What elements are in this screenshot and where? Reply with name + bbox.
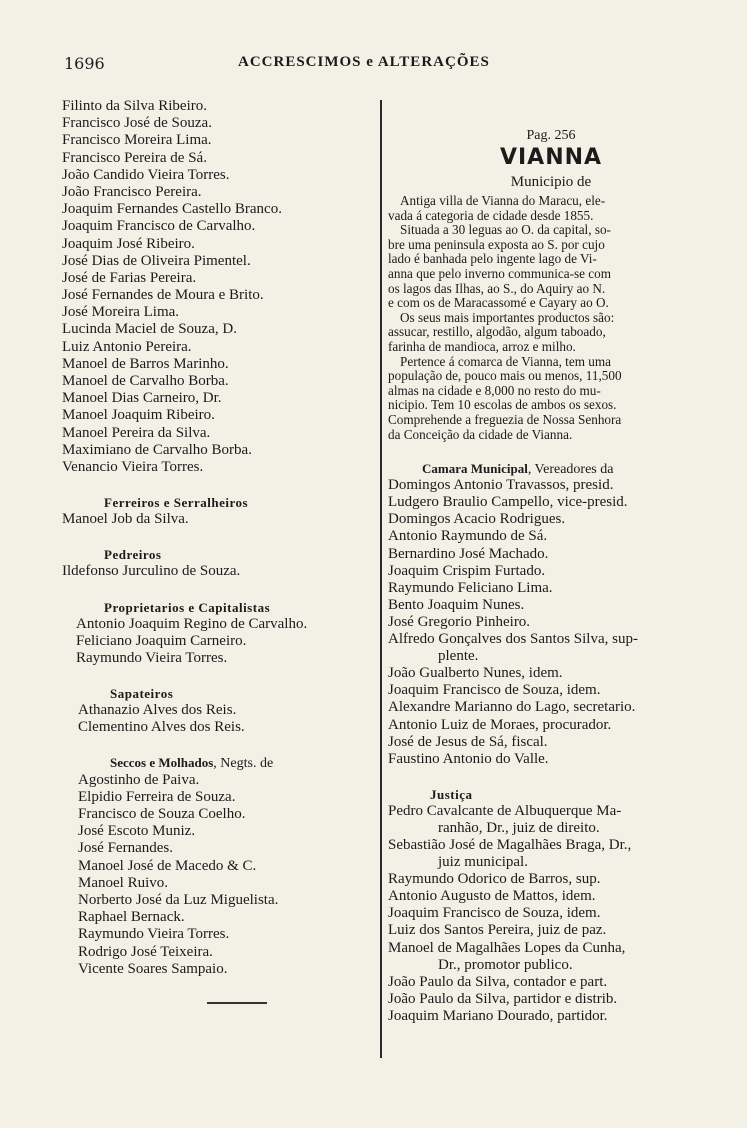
- list-item: Francisco José de Souza.: [62, 115, 212, 132]
- page-header: [0, 52, 747, 76]
- list-item: Antonio Raymundo de Sá.: [388, 528, 548, 545]
- list-item: bre uma peninsula exposta ao S. por cujo: [388, 236, 605, 252]
- seccos-list: [62, 772, 372, 978]
- list-item: Manoel de Carvalho Borba.: [62, 373, 229, 389]
- list-item: Joaquim Francisco de Carvalho.: [62, 218, 256, 235]
- list-item: Alexandre Marianno do Lago, secretario.: [388, 699, 636, 716]
- list-item: João Paulo da Silva, contador e part.: [388, 973, 608, 990]
- list-item: Joaquim Francisco de Souza, idem.: [388, 905, 601, 922]
- section-title-proprietarios: Proprietarios e Capitalistas: [104, 599, 271, 615]
- section-title-pedreiros: Pedreiros: [104, 547, 162, 563]
- section-title-camara: [388, 460, 714, 477]
- list-item: Raymundo Feliciano Lima.: [388, 579, 553, 596]
- list-item: farinha de mandioca, arroz e milho.: [388, 338, 576, 354]
- list-item: José de Jesus de Sá, fiscal.: [388, 733, 548, 750]
- list-item: Ildefonso Jurculino de Souza.: [62, 563, 241, 580]
- list-item: Comprehende a freguezia de Nossa Senhora: [388, 411, 622, 427]
- list-item: José de Farias Pereira.: [62, 269, 197, 286]
- column-divider: [380, 100, 382, 1058]
- list-item: lado é banhada pelo ingente lago de Vi-: [388, 251, 597, 267]
- list-item: Manoel Job da Silva.: [62, 511, 189, 528]
- list-item: Manoel de Barros Marinho.: [62, 355, 229, 372]
- section-title-sapateiros: Sapateiros: [110, 686, 174, 702]
- list-item: da Conceição da cidade de Vianna.: [388, 426, 573, 442]
- list-item: vada á categoria de cidade desde 1855.: [388, 207, 594, 223]
- page-number: 1696: [64, 54, 105, 73]
- list-item: Domingos Antonio Travassos, presid.: [388, 477, 614, 494]
- list-item: almas na cidade e 8,000 no resto do mu-: [388, 382, 601, 398]
- list-item: Francisco Moreira Lima.: [62, 132, 212, 149]
- list-item: Agostinho de Paiva.: [78, 771, 200, 788]
- list-item: Faustino Antonio do Valle.: [388, 750, 549, 767]
- justica-list: [388, 803, 714, 1025]
- camara-title-rest: , Vereadores da: [527, 462, 614, 478]
- list-item: Joaquim Francisco de Souza, idem.: [388, 682, 601, 699]
- list-item: Situada a 30 leguas ao O. da capital, so-: [400, 222, 611, 238]
- list-item: assucar, restillo, algodão, algum taboado,: [388, 324, 606, 340]
- list-item: José Fernandes de Moura e Brito.: [62, 287, 264, 304]
- list-item: Norberto José da Luz Miguelista.: [78, 891, 279, 908]
- list-item: juiz municipal.: [438, 854, 528, 871]
- list-item: e com os de Maracassomé e Cayary ao O.: [388, 295, 609, 311]
- end-rule: [207, 1002, 267, 1004]
- pedreiros-list: [62, 563, 372, 580]
- list-item: nicipio. Tem 10 escolas de ambos os sexos.: [388, 397, 617, 413]
- list-item: Filinto da Silva Ribeiro.: [62, 98, 207, 114]
- list-item: José Dias de Oliveira Pimentel.: [62, 252, 251, 269]
- seccos-title-rest: , Negts. de: [213, 756, 274, 772]
- list-item: Joaquim Mariano Dourado, partidor.: [388, 1007, 608, 1024]
- list-item: Os seus mais importantes productos são:: [400, 309, 615, 325]
- list-item: Dr., promotor publico.: [438, 956, 573, 973]
- right-column: [388, 128, 714, 1025]
- list-item: Domingos Acacio Rodrigues.: [388, 511, 566, 528]
- list-item: Manoel Joaquim Ribeiro.: [62, 407, 215, 424]
- list-item: Feliciano Joaquim Carneiro.: [76, 632, 247, 649]
- list-item: João Paulo da Silva, partidor e distrib.: [388, 990, 618, 1007]
- municipio-label: Municipio de: [510, 174, 592, 190]
- list-item: José Fernandes.: [78, 840, 173, 857]
- sapateiros-list: [62, 702, 372, 736]
- list-item: José Gregorio Pinheiro.: [388, 613, 531, 630]
- list-item: os lagos das Ilhas, ao S., do Aquiry ao N.: [388, 280, 606, 296]
- list-item: Bernardino José Machado.: [388, 545, 549, 562]
- municipality-title: VIANNA: [499, 145, 603, 170]
- list-item: Manoel José de Macedo & C.: [78, 857, 257, 874]
- list-item: Manoel de Magalhães Lopes da Cunha,: [388, 939, 626, 956]
- list-item: Athanazio Alves dos Reis.: [78, 702, 237, 719]
- list-item: Manoel Dias Carneiro, Dr.: [62, 390, 222, 407]
- list-item: anna que pelo inverno communica-se com: [388, 265, 612, 281]
- list-item: Raymundo Vieira Torres.: [78, 926, 230, 943]
- section-title-seccos: [62, 754, 372, 771]
- section-title-ferreiros: Ferreiros e Serralheiros: [104, 495, 249, 511]
- list-item: Manoel Pereira da Silva.: [62, 424, 211, 441]
- list-item: Lucinda Maciel de Souza, D.: [62, 321, 237, 338]
- names-list: [62, 98, 372, 476]
- list-item: João Francisco Pereira.: [62, 183, 202, 200]
- proprietarios-list: [62, 616, 372, 668]
- list-item: ranhão, Dr., juiz de direito.: [438, 819, 600, 836]
- list-item: Vicente Soares Sampaio.: [78, 960, 228, 977]
- list-item: Raymundo Odorico de Barros, sup.: [388, 871, 601, 888]
- running-title: ACCRESCIMOS e ALTERAÇÕES: [238, 54, 490, 70]
- list-item: Joaquim José Ribeiro.: [62, 235, 195, 252]
- list-item: João Gualberto Nunes, idem.: [388, 665, 563, 682]
- list-item: José Escoto Muniz.: [78, 823, 196, 840]
- list-item: Venancio Vieira Torres.: [62, 458, 204, 475]
- list-item: João Candido Vieira Torres.: [62, 166, 230, 183]
- list-item: Antonio Joaquim Regino de Carvalho.: [76, 615, 308, 632]
- list-item: Raphael Bernack.: [78, 909, 185, 926]
- list-item: Joaquim Crispim Furtado.: [388, 562, 546, 579]
- list-item: Alfredo Gonçalves dos Santos Silva, sup-: [388, 631, 638, 648]
- camara-title: Camara Municipal: [422, 461, 528, 477]
- seccos-title: Seccos e Molhados: [110, 755, 214, 771]
- list-item: população de, pouco mais ou menos, 11,500: [388, 368, 622, 384]
- list-item: Francisco de Souza Coelho.: [78, 806, 246, 822]
- list-item: Francisco Pereira de Sá.: [62, 149, 207, 166]
- list-item: Antonio Luiz de Moraes, procurador.: [388, 716, 612, 733]
- page-reference: Pag. 256: [526, 128, 576, 143]
- list-item: Antonio Augusto de Mattos, idem.: [388, 888, 596, 905]
- list-item: Luiz dos Santos Pereira, juiz de paz.: [388, 922, 607, 939]
- list-item: Pedro Cavalcante de Albuquerque Ma-: [388, 802, 622, 819]
- list-item: Raymundo Vieira Torres.: [76, 649, 228, 666]
- ferreiros-list: [62, 511, 372, 528]
- list-item: plente.: [438, 648, 479, 665]
- list-item: Ludgero Braulio Campello, vice-presid.: [388, 494, 628, 511]
- section-title-justica: Justiça: [430, 786, 473, 802]
- list-item: Bento Joaquim Nunes.: [388, 596, 525, 613]
- list-item: Clementino Alves dos Reis.: [78, 719, 245, 736]
- list-item: Pertence á comarca de Vianna, tem uma: [400, 353, 611, 369]
- list-item: José Moreira Lima.: [62, 304, 180, 321]
- list-item: Joaquim Fernandes Castello Branco.: [62, 201, 282, 218]
- description-paragraph: [388, 194, 714, 442]
- list-item: Antiga villa de Vianna do Maracu, ele-: [400, 193, 606, 208]
- left-column: [62, 98, 372, 1004]
- list-item: Rodrigo José Teixeira.: [78, 943, 213, 960]
- list-item: Elpidio Ferreira de Souza.: [78, 788, 236, 805]
- list-item: Sebastião José de Magalhães Braga, Dr.,: [388, 836, 632, 853]
- list-item: Maximiano de Carvalho Borba.: [62, 441, 252, 458]
- list-item: Manoel Ruivo.: [78, 874, 168, 891]
- list-item: Luiz Antonio Pereira.: [62, 338, 192, 355]
- camara-list: [388, 477, 714, 768]
